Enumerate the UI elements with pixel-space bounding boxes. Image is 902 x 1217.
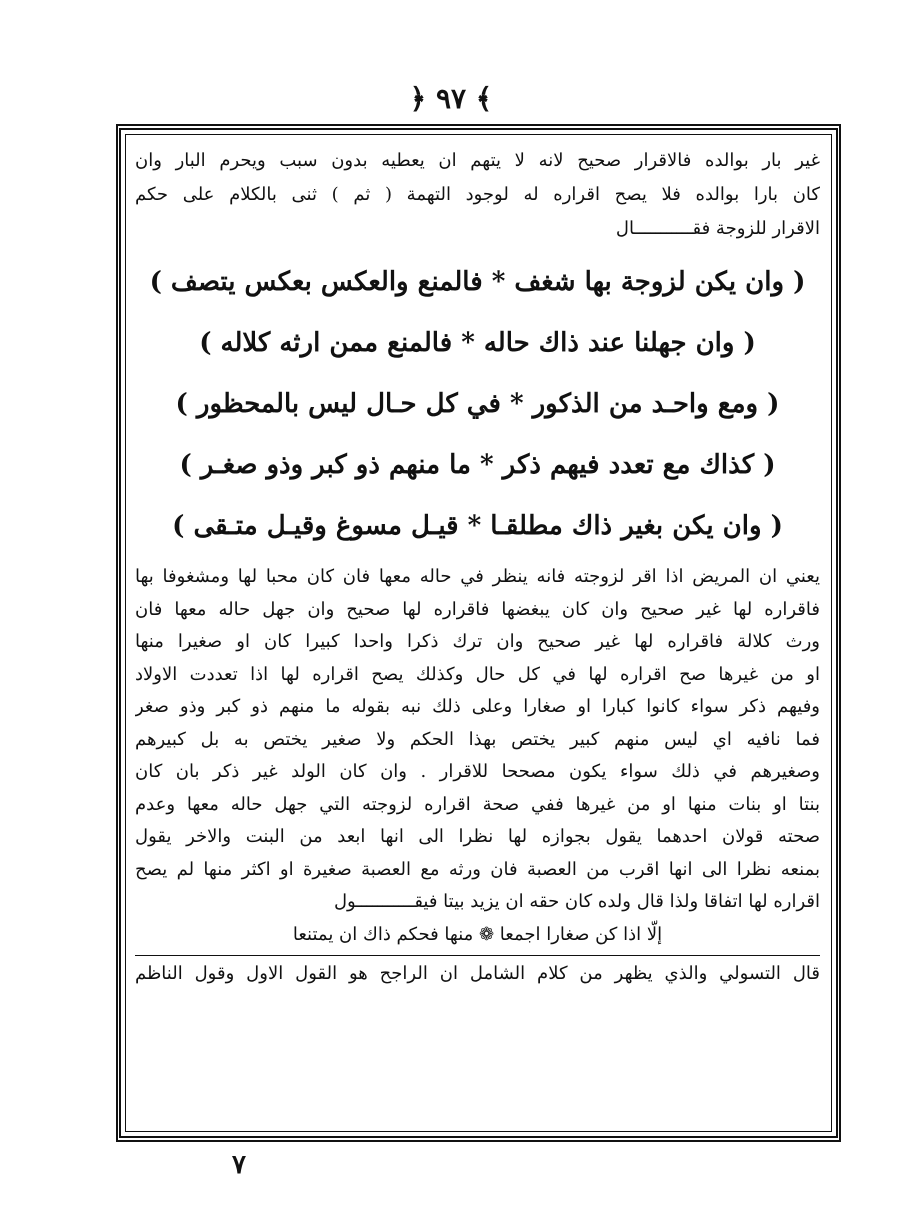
prose-line: صحته قولان احدهما يقول بجوازه لها نظرا الى انها ابعد من البنت والاخر يقول xyxy=(135,826,820,847)
verse-line: ( وان جهلنا عند ذاك حاله * فالمنع ممن ارثه كلاله ) xyxy=(199,328,756,358)
prose-line: بمنعه نظرا الى انها اقرب من العصبة فان ورثه مع العصبة صغيرة او اكثر منها لم يصح xyxy=(135,858,820,880)
prose-line: بنتا او بنات منها او من غيرها ففي صحة اقراره لزوجته التي جهل حاله معها وعدم xyxy=(135,793,820,815)
centered-verse: إلّا اذا كن صغارا اجمعا ❁ منها فحكم ذاك ان يمتنعا xyxy=(292,923,663,945)
prose-top xyxy=(135,144,820,246)
verse-line: ( ومع واحـد من الذكور * في كل حـال ليس بالمحظور ) xyxy=(175,389,780,419)
verse-block xyxy=(135,252,820,557)
prose-line: كان بارا بوالده فلا يصح اقراره له لوجود التهمة ( ثم ) ثنى بالكلام على حكم xyxy=(135,184,820,205)
page-content xyxy=(135,144,820,991)
prose-line-last: قال التسولي والذي يظهر من كلام الشامل ان الراجح هو القول الاول وقول الناظم xyxy=(135,955,820,991)
prose-line: الاقرار للزوجة فقـــــــــــال xyxy=(615,218,820,239)
verse-line: ( وان يكن بغير ذاك مطلقـا * قيـل مسوغ وقيـل متـقى ) xyxy=(172,511,783,541)
prose-line: اقراره لها اتفاقا ولذا قال ولده كان حقه ان يزيد بيتا فيقـــــــــــول xyxy=(333,891,820,912)
prose-line: فاقراره لها غير صحيح وان كان يبغضها فاقراره لها صحيح وان جهل حاله معها فان xyxy=(135,598,820,620)
prose-line: او من غيرها صح اقراره لها في كل حال وكذلك يصح اقراره لها اذا تعددت الاولاد xyxy=(135,663,820,685)
prose-line: ورث كلالة فاقراره لها غير صحيح وان ترك ذكرا واحدا كبيرا كان او صغيرا منها xyxy=(135,631,820,652)
prose-line: غير بار بوالده فالاقرار صحيح لانه لا يتهم ان يعطيه بدون سبب ويحرم البار وان xyxy=(135,150,820,171)
prose-bottom xyxy=(135,561,820,991)
footer-signature-mark: ٧ xyxy=(232,1150,246,1180)
prose-line: يعني ان المريض اذا اقر لزوجته فانه ينظر في حاله معها فان كان محبا لها ومشغوفا بها xyxy=(135,566,820,587)
prose-line: وصغيرهم في ذلك سواء يكون مصححا للاقرار . وان كان الولد غير ذكر بان كان xyxy=(135,761,820,782)
page-number: ﴿ ٩٧ ﴾ xyxy=(409,82,493,115)
prose-line: وفيهم ذكر سواء كانوا كبارا او صغارا وعلى ذلك نبه بقوله ما منهم ذو كبر وذو صغر xyxy=(135,696,820,717)
verse-line: ( وان يكن لزوجة بها شغف * فالمنع والعكس بعكس يتصف ) xyxy=(149,267,806,297)
verse-line: ( كذاك مع تعدد فيهم ذكر * ما منهم ذو كبر وذو صغـر ) xyxy=(179,450,776,480)
prose-line: فما نافيه اي ليس منهم كبير يختص بهذا الحكم ولا صغير يختص به بل كبيرهم xyxy=(135,728,820,750)
text-frame xyxy=(116,124,841,1142)
